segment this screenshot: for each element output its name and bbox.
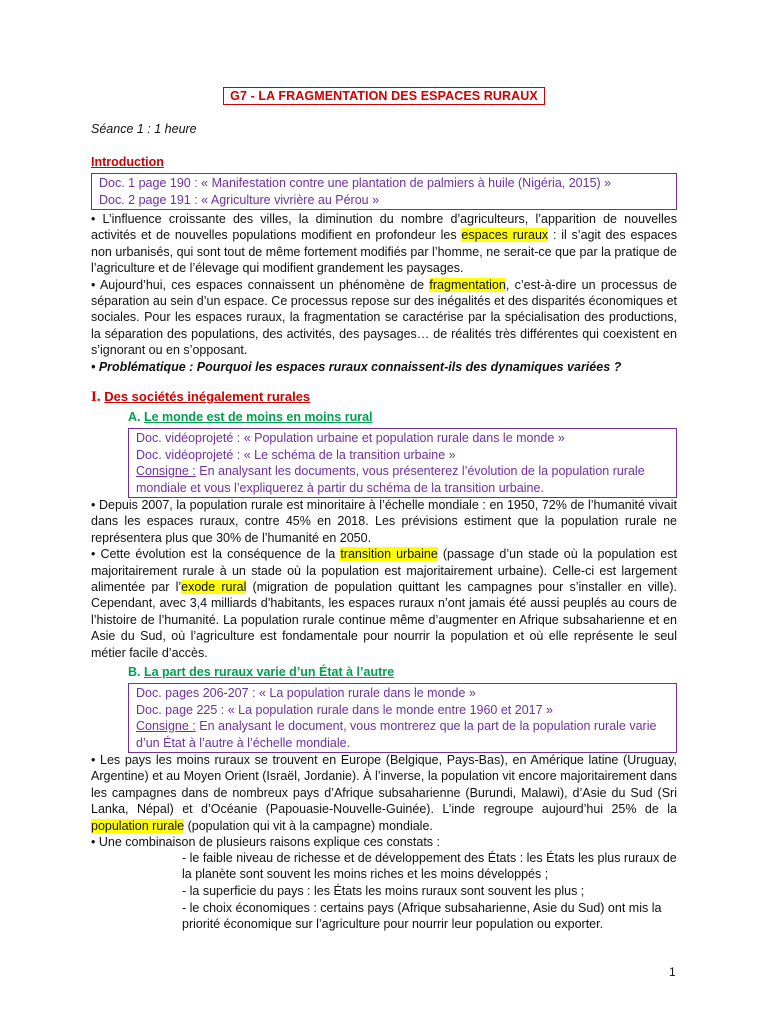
- section-1a-paragraph-2: • Cette évolution est la conséquence de la transition urbaine (passage d’un stade où la population est majoritairement rurale à un stade où la population est majoritairement urbaine). Celle-ci est largement alimentée par l’exode rural (migration de population quittant les campagnes pour s’installer en ville). Cependant, avec 3,4 milliards d’habitants, les espaces ruraux n’ont jamais été aussi peuplés au cours de l’histoire de l’humanité. La population rurale continue même d’augmenter en Afrique subsaharienne et en Asie du Sud, où l’agriculture est fondamentale pour nourrir la population et où elle représente le seul métier facile d’accès.: [91, 547, 677, 660]
- intro-paragraph-2: • Aujourd’hui, ces espaces connaissent un phénomène de fragmentation, c’est-à-dire un processus de séparation au sein d’un espace. Ce processus repose sur des inégalités et des disparités économiques et sociales. Pour les espaces ruraux, la fragmentation se caractérise par la spécialisation des productions, la séparation des populations, des activités, des paysages… de réalités très différentes qui coexistent en s’ignorant ou en s’opposant.: [91, 277, 677, 358]
- problematique: • Problématique : Pourquoi les espaces ruraux connaissent-ils des dynamiques variées ?: [91, 359, 622, 374]
- section-1b-paragraph-2: • Une combinaison de plusieurs raisons explique ces constats :: [91, 835, 441, 850]
- intro-paragraph-1: • L’influence croissante des villes, la diminution du nombre d’agriculteurs, l’apparition de nouvelles activités et de nouvelles populations modifient en profondeur les espaces ruraux : il s’agit des espaces non urbanisés, qui sont tout de même fortement modifiés par l’homme, ne serait-ce que par la pratique de l’agriculture et de l’élevage qui modifient grandement les paysages.: [91, 212, 677, 276]
- section-1a-doc-1: Doc. vidéoprojeté : « Population urbaine et population rurale dans le monde »: [136, 431, 565, 445]
- intro-doc-1: Doc. 1 page 190 : « Manifestation contre une plantation de palmiers à huile (Nigéria, 2015) »: [99, 176, 612, 190]
- section-1a-text: [91, 497, 677, 661]
- highlight-espaces-ruraux: espaces ruraux: [461, 228, 549, 243]
- section-1a-paragraph-1: • Depuis 2007, la population rurale est minoritaire à l’échelle mondiale : en 1950, 72% de l’humanité vivait dans les espaces ruraux, contre 45% en 2018. Les prévisions estiment que la population rurale ne représentera plus que 30% de l’humanité en 2050.: [91, 498, 677, 545]
- highlight-exode-rural: exode rural: [181, 580, 247, 595]
- document-title: G7 - LA FRAGMENTATION DES ESPACES RURAUX: [223, 87, 545, 105]
- section-1b-paragraph-1: • Les pays les moins ruraux se trouvent en Europe (Belgique, Pays-Bas), en Amérique latine (Uruguay, Argentine) et au Moyen Orient (Israël, Jordanie). À l’inverse, la population vit encore majoritairement dans les campagnes dans de nombreux pays d’Afrique subsaharienne (Burundi, Malawi), d’Asie du Sud (Sri Lanka, Népal) et d’Océanie (Papouasie-Nouvelle-Guinée). L’inde regroupe aujourd’hui 25% de la population rurale (population qui vit à la campagne) mondiale.: [91, 753, 677, 833]
- section-1b-doc-2: Doc. page 225 : « La population rurale dans le monde entre 1960 et 2017 »: [136, 702, 553, 717]
- section-1b-heading: B. La part des ruraux varie d’un État à l’autre: [128, 665, 395, 679]
- list-item: - la superficie du pays : les États les moins ruraux sont souvent les plus ;: [182, 884, 585, 898]
- list-item: - le choix économiques : certains pays (Afrique subsaharienne, Asie du Sud) ont mis la priorité économique sur l’agriculture pour nourrir leur population ou exporter.: [182, 901, 662, 932]
- list-item: - le faible niveau de richesse et de développement des États : les États les plus ruraux de la planète sont souvent les moins riches et les moins développés ;: [182, 851, 677, 882]
- section-1b-doc-1: Doc. pages 206-207 : « La population rurale dans le monde »: [136, 686, 476, 700]
- section-1a-docs-box: [128, 428, 677, 498]
- session-duration: Séance 1 : 1 heure: [91, 122, 197, 136]
- section-1-heading: I. Des sociétés inégalement rurales: [91, 389, 311, 405]
- intro-heading: Introduction: [91, 155, 164, 169]
- section-1a-heading: A. Le monde est de moins en moins rural: [128, 410, 373, 424]
- intro-doc-2: Doc. 2 page 191 : « Agriculture vivrière au Pérou »: [99, 192, 380, 207]
- highlight-fragmentation: fragmentation: [429, 277, 506, 292]
- intro-docs-box: [91, 173, 677, 210]
- intro-text: [91, 211, 677, 375]
- section-1a-consigne: Consigne : En analysant les documents, vous présenterez l’évolution de la population rurale mondiale et vous l’expliquerez à partir du schéma de la transition urbaine.: [136, 464, 645, 495]
- highlight-transition-urbaine: transition urbaine: [340, 547, 438, 562]
- page-number: 1: [669, 965, 676, 979]
- highlight-population-rurale: population rurale: [91, 818, 185, 833]
- section-1b-consigne: Consigne : En analysant le document, vous montrerez que la part de la population rurale varie d’un État à l’autre à l’échelle mondiale.: [136, 719, 657, 750]
- section-1b-docs-box: [128, 683, 677, 753]
- section-1b-text: [91, 752, 677, 850]
- section-1a-doc-2: Doc. vidéoprojeté : « Le schéma de la transition urbaine »: [136, 447, 456, 462]
